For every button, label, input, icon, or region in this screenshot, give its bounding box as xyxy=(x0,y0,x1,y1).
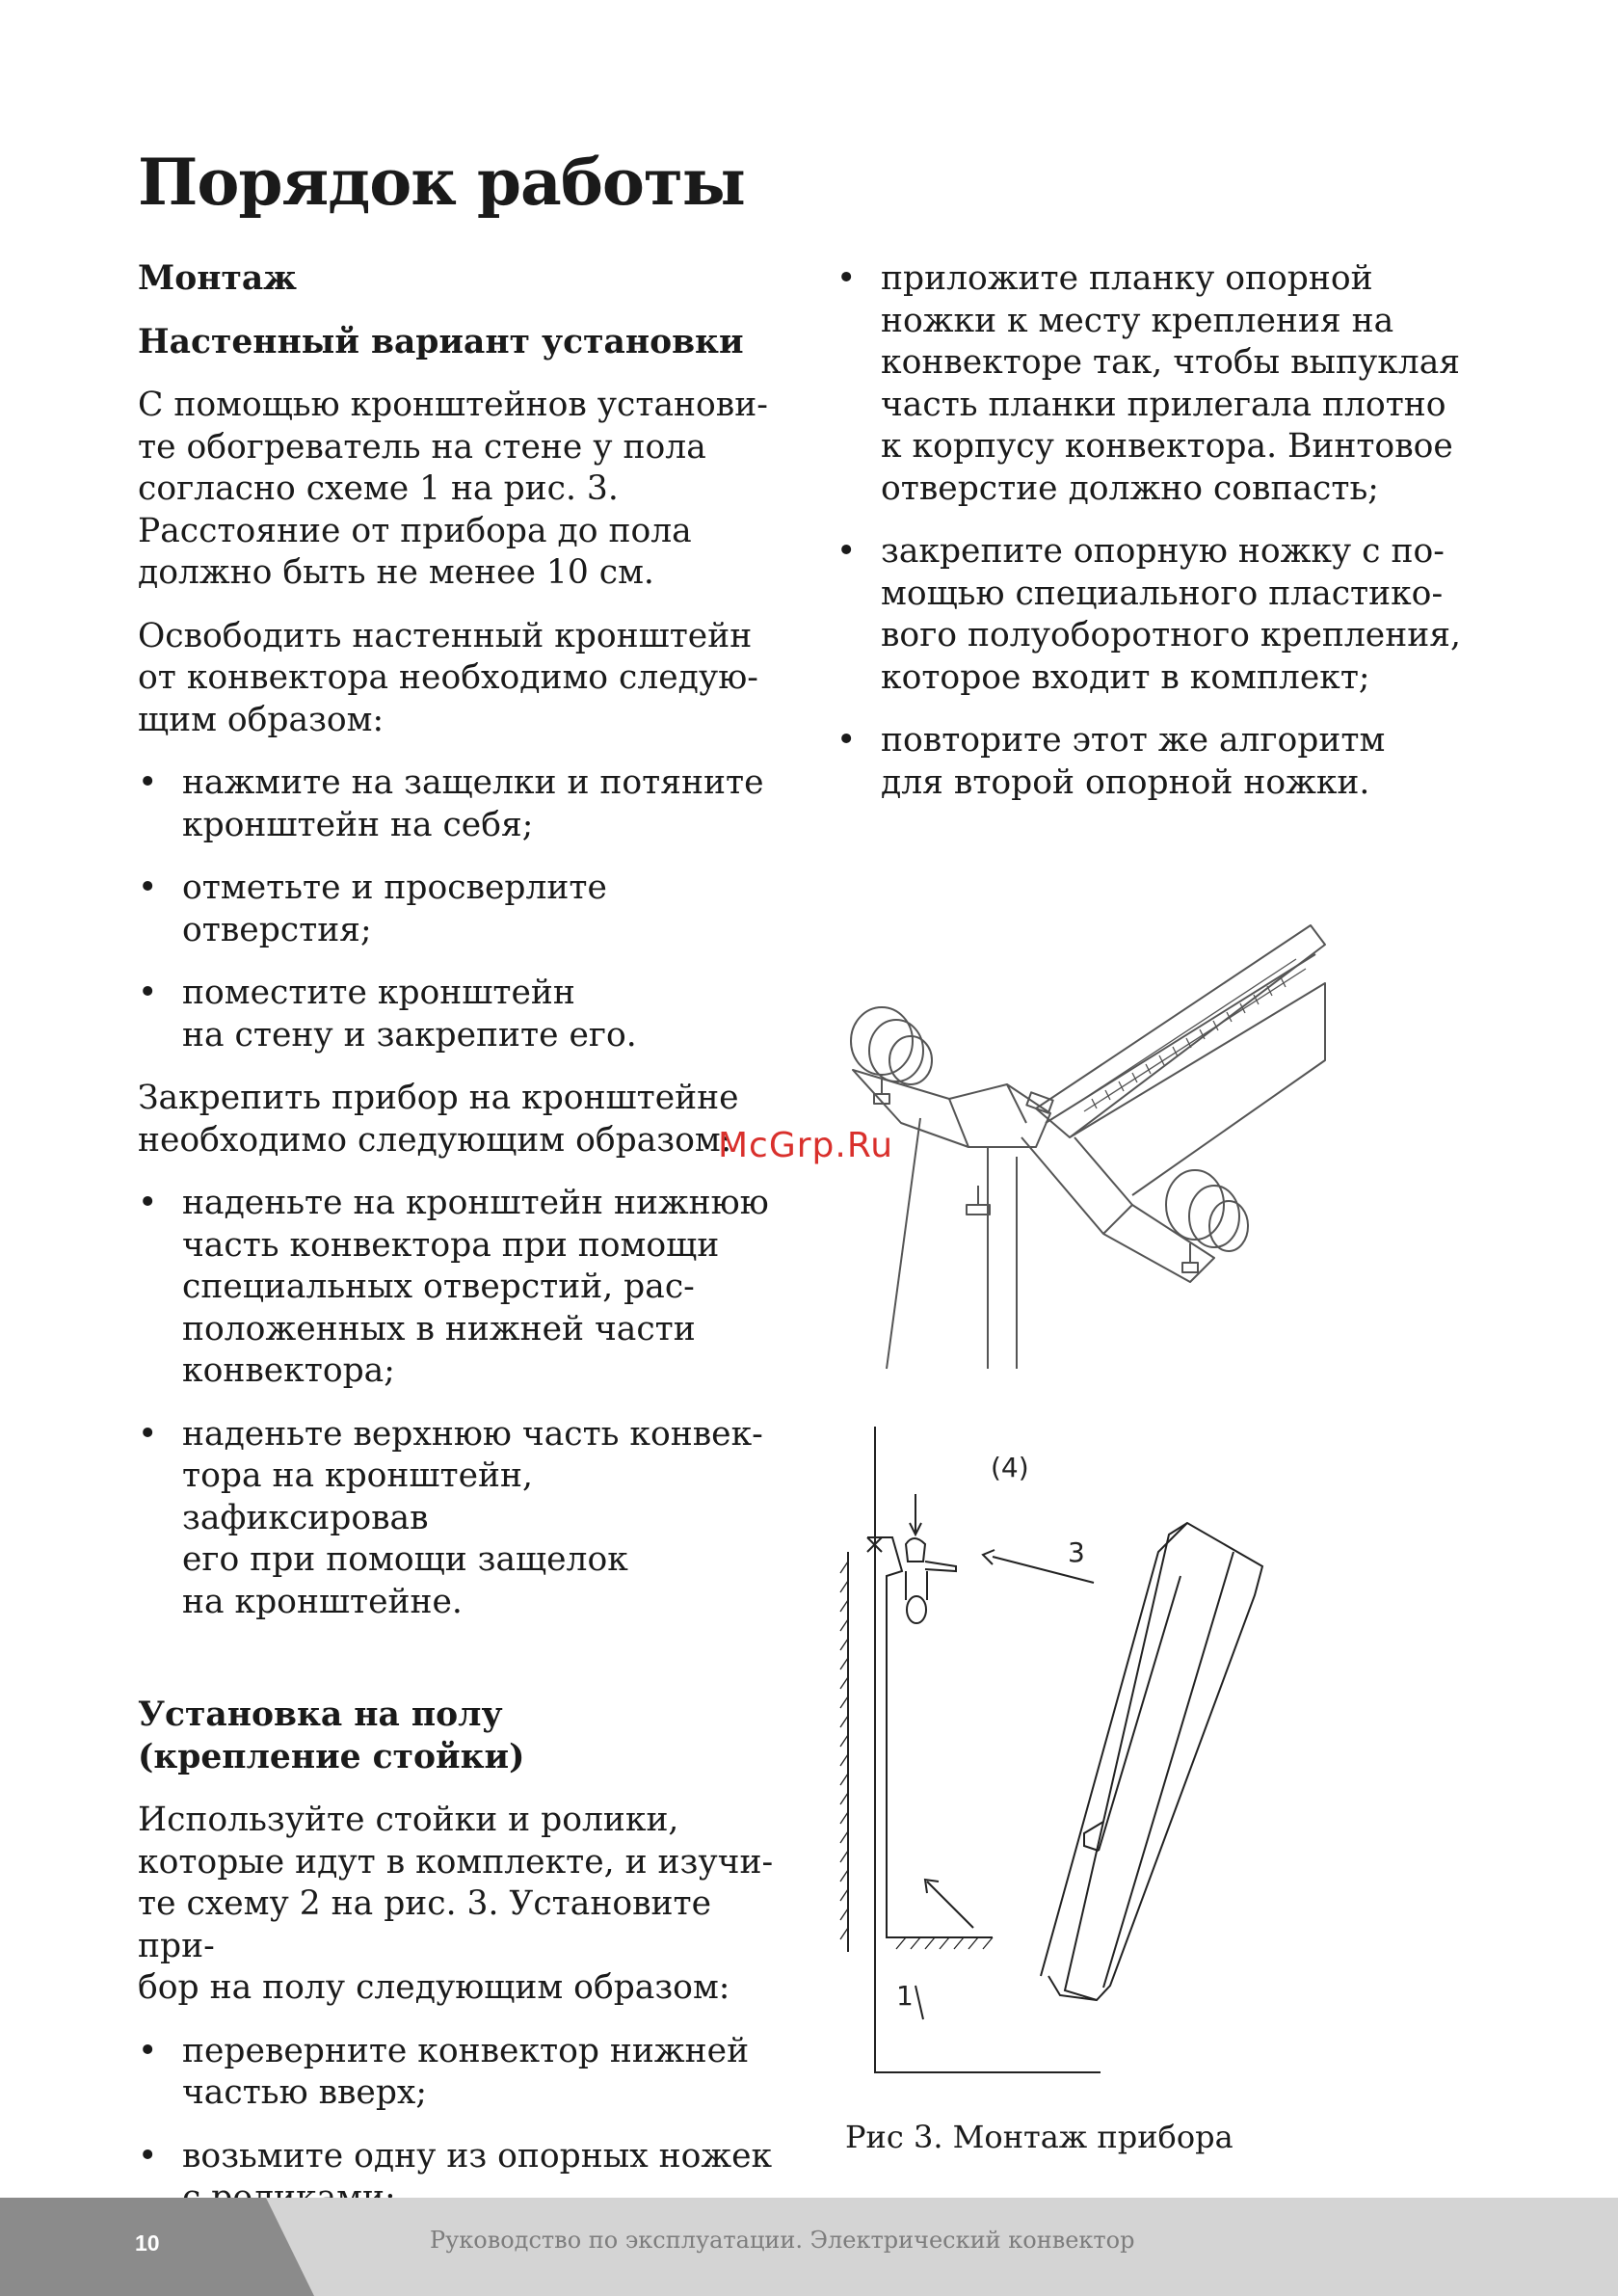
list-fix-steps xyxy=(138,1183,774,1623)
right-column xyxy=(836,258,1492,825)
list-item: • отметьте и просверлите отверстия; xyxy=(138,868,774,951)
list-item: • возьмите одну из опорных ножек xyxy=(138,2136,774,2220)
list-item: • поместите кронштейн на стену и закрепите его. xyxy=(138,973,774,1056)
list-item: • нажмите на защелки и потяните кронштейн на себя; xyxy=(138,762,774,846)
convector-leg-illustration xyxy=(843,916,1344,1378)
list-floor-steps xyxy=(138,2031,774,2220)
label-3: 3 xyxy=(1068,1536,1085,1568)
page-title: Порядок работы xyxy=(138,145,745,220)
list-item: • приложите планку опорной ножки к месту крепления на конвекторе так, чтобы выпуклая часть планки прилегала плотно к корпусу конвектора. Винтовое отверстие должно совпасть; xyxy=(836,258,1492,510)
footer-text: Руководство по эксплуатации. Электрический конвектор xyxy=(430,2227,1135,2254)
page-number: 10 xyxy=(135,2230,160,2256)
list-floor-steps-continued xyxy=(836,258,1492,804)
section-heading-montazh: Монтаж xyxy=(138,259,298,298)
footer-bar xyxy=(0,2198,1618,2296)
watermark: McGrp.Ru xyxy=(718,1126,894,1165)
paragraph-floor-install: Используйте стойки и ролики, которые идут в комплекте, и изучи- те схему 2 на рис. 3. Установите при- бор на полу следующим образом: xyxy=(138,1801,774,2007)
paragraph-release-bracket: Освободить настенный кронштейн от конвектора необходимо следую- щим образом: xyxy=(138,616,758,739)
paragraph-fix-device: Закрепить прибор на кронштейне необходимо следующим образом: xyxy=(138,1079,739,1160)
subheading-floor-install: Установка на полу (крепление стойки) xyxy=(138,1695,525,1776)
subheading-wall-install: Настенный вариант установки xyxy=(138,322,744,361)
list-item: • наденьте верхнюю часть конвек- тора на кронштейн, зафиксировав его при помощи защелок на кронштейне. xyxy=(138,1414,774,1624)
list-item: • закрепите опорную ножку с по- мощью специального пластико- вого полуоборотного крепления, которое входит в комплект; xyxy=(836,531,1492,699)
list-item: • наденьте на кронштейн нижнюю часть конвектора при помощи специальных отверстий, рас- положенных в нижней части конвектора; xyxy=(138,1183,774,1393)
list-item: • переверните конвектор нижней частью вверх; xyxy=(138,2031,774,2115)
list-release-steps xyxy=(138,762,774,1056)
label-4: (4) xyxy=(991,1452,1029,1483)
left-column xyxy=(138,258,774,2241)
figure-caption: Рис 3. Монтаж прибора xyxy=(845,2119,1233,2155)
wall-mounting-schematic xyxy=(838,1417,1282,2092)
paragraph-wall-brackets: С помощью кронштейнов установи- те обогреватель на стене у пола согласно схеме 1 на рис. 3. Расстояние от прибора до пола должно быть не менее 10 см. xyxy=(138,386,768,592)
label-1: 1 xyxy=(896,1980,914,2012)
list-item: • повторите этот же алгоритм для второй опорной ножки. xyxy=(836,720,1492,804)
